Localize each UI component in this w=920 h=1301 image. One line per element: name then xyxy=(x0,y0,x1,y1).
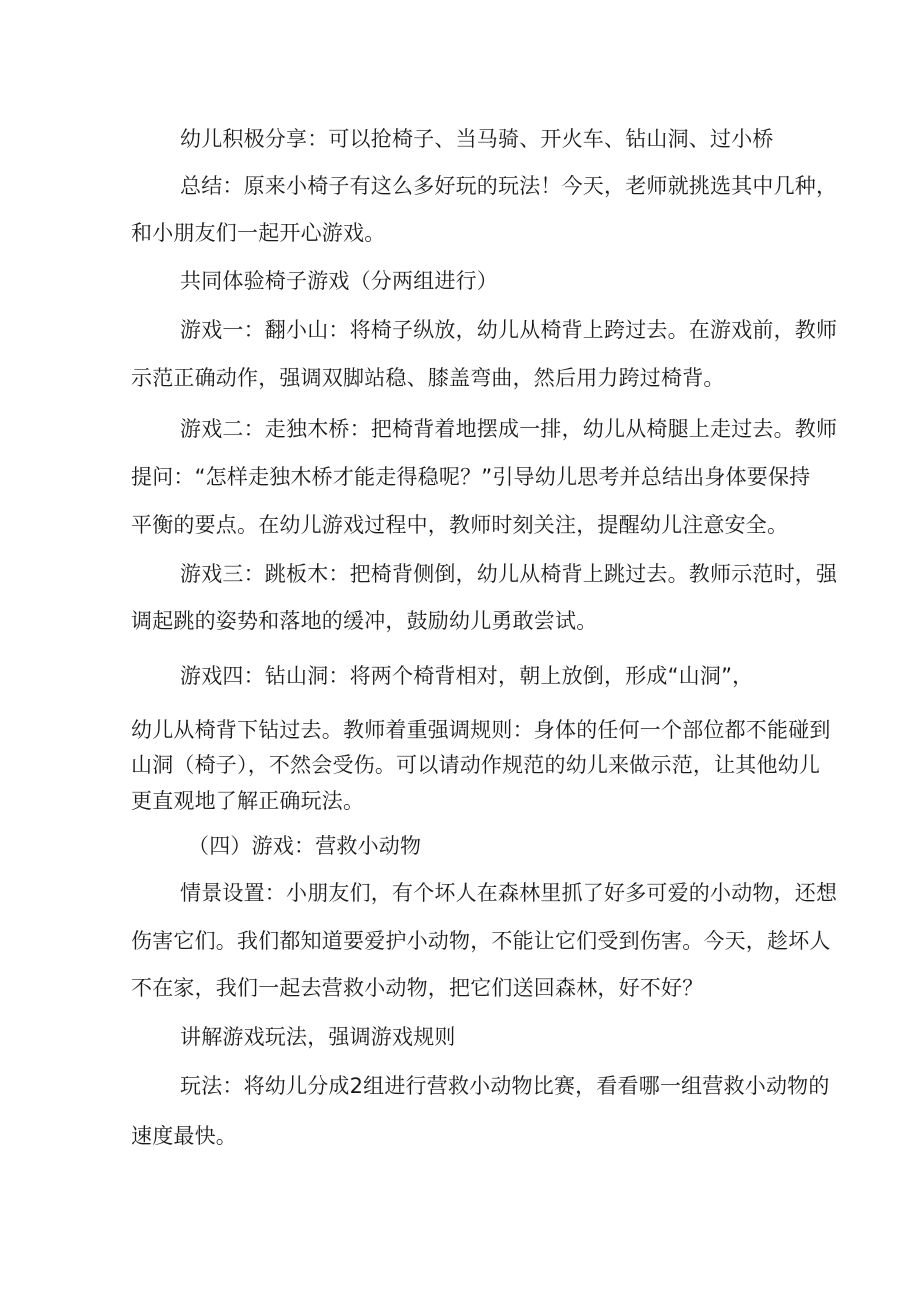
paragraph-line: 游戏二：走独木桥：把椅背着地摆成一排，幼儿从椅腿上走过去。教师 xyxy=(180,417,838,441)
paragraph-line: 速度最快。 xyxy=(131,1124,237,1148)
paragraph-line: 情景设置：小朋友们，有个坏人在森林里抓了好多可爱的小动物，还想 xyxy=(180,881,838,905)
paragraph-line: 示范正确动作，强调双脚站稳、膝盖弯曲，然后用力跨过椅背。 xyxy=(131,366,725,390)
paragraph-line: 幼儿积极分享：可以抢椅子、当马骑、开火车、钻山洞、过小桥 xyxy=(180,127,774,151)
section-heading: 讲解游戏玩法，强调游戏规则 xyxy=(180,1025,456,1049)
paragraph-line: 伤害它们。我们都知道要爱护小动物，不能让它们受到伤害。今天，趁坏人 xyxy=(131,929,831,953)
paragraph-line: 调起跳的姿势和落地的缓冲，鼓励幼儿勇敢尝试。 xyxy=(131,609,598,633)
paragraph-line: 山洞（椅子），不然会受伤。可以请动作规范的幼儿来做示范，让其他幼儿 xyxy=(131,753,821,777)
section-heading: （四）游戏：营救小动物 xyxy=(188,834,422,858)
paragraph-line: 不在家，我们一起去营救小动物，把它们送回森林，好不好？ xyxy=(131,976,704,1000)
paragraph-line: 玩法：将幼儿分成2组进行营救小动物比赛，看看哪一组营救小动物的 xyxy=(180,1074,830,1098)
paragraph-line: 游戏三：跳板木：把椅背侧倒，幼儿从椅背上跳过去。教师示范时，强 xyxy=(180,562,838,586)
paragraph-line: 和小朋友们一起开心游戏。 xyxy=(131,221,386,245)
paragraph-line: 平衡的要点。在幼儿游戏过程中，教师时刻关注，提醒幼儿注意安全。 xyxy=(131,513,789,537)
paragraph-line: 游戏四：钻山洞：将两个椅背相对，朝上放倒，形成“山洞”， xyxy=(180,664,754,688)
paragraph-line: 提问：“怎样走独木桥才能走得稳呢？”引导幼儿思考并总结出身体要保持 xyxy=(131,465,811,489)
section-heading: 共同体验椅子游戏（分两组进行） xyxy=(180,269,498,293)
paragraph-line: 更直观地了解正确玩法。 xyxy=(131,789,365,813)
paragraph-line: 幼儿从椅背下钻过去。教师着重强调规则：身体的任何一个部位都不能碰到 xyxy=(131,718,831,742)
paragraph-line: 总结：原来小椅子有这么多好玩的玩法！今天，老师就挑选其中几种， xyxy=(180,174,838,198)
paragraph-line: 游戏一：翻小山：将椅子纵放，幼儿从椅背上跨过去。在游戏前，教师 xyxy=(180,318,838,342)
